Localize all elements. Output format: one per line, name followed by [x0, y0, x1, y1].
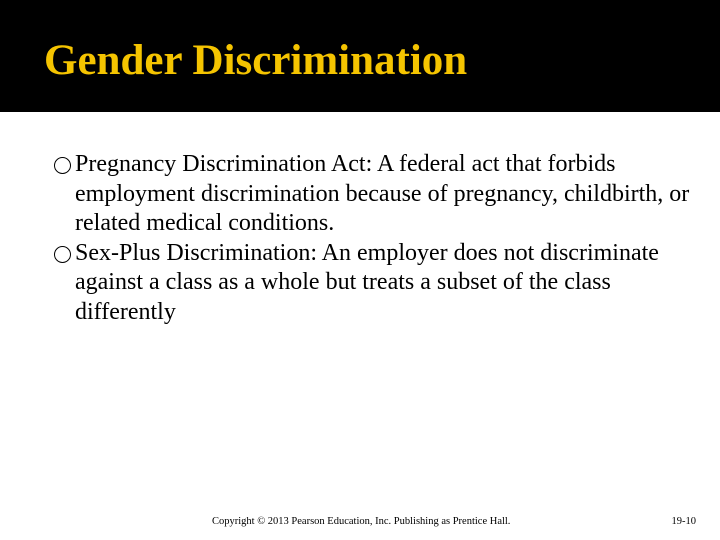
bullet-list [52, 150, 702, 327]
bullet-text: Pregnancy Discrimination Act: A federal act that forbids employment discrimination because of pregnancy, childbirth, or related medical conditions. [75, 151, 690, 236]
slide-title: Gender Discrimination [44, 37, 468, 84]
footer-copyright: Copyright © 2013 Pearson Education, Inc. Publishing as Prentice Hall. [212, 516, 511, 527]
bullet-text: Sex-Plus Discrimination: An employer does not discriminate against a class as a whole but treats a subset of the class differently [75, 239, 659, 325]
slide-page-number: 19-10 [671, 516, 696, 527]
bullet-item-pregnancy-discrimination-act [52, 150, 702, 239]
hollow-circle-bullet-icon [54, 157, 71, 174]
hollow-circle-bullet-icon [54, 246, 71, 263]
bullet-item-sex-plus-discrimination [52, 239, 702, 328]
title-bar [0, 0, 720, 112]
